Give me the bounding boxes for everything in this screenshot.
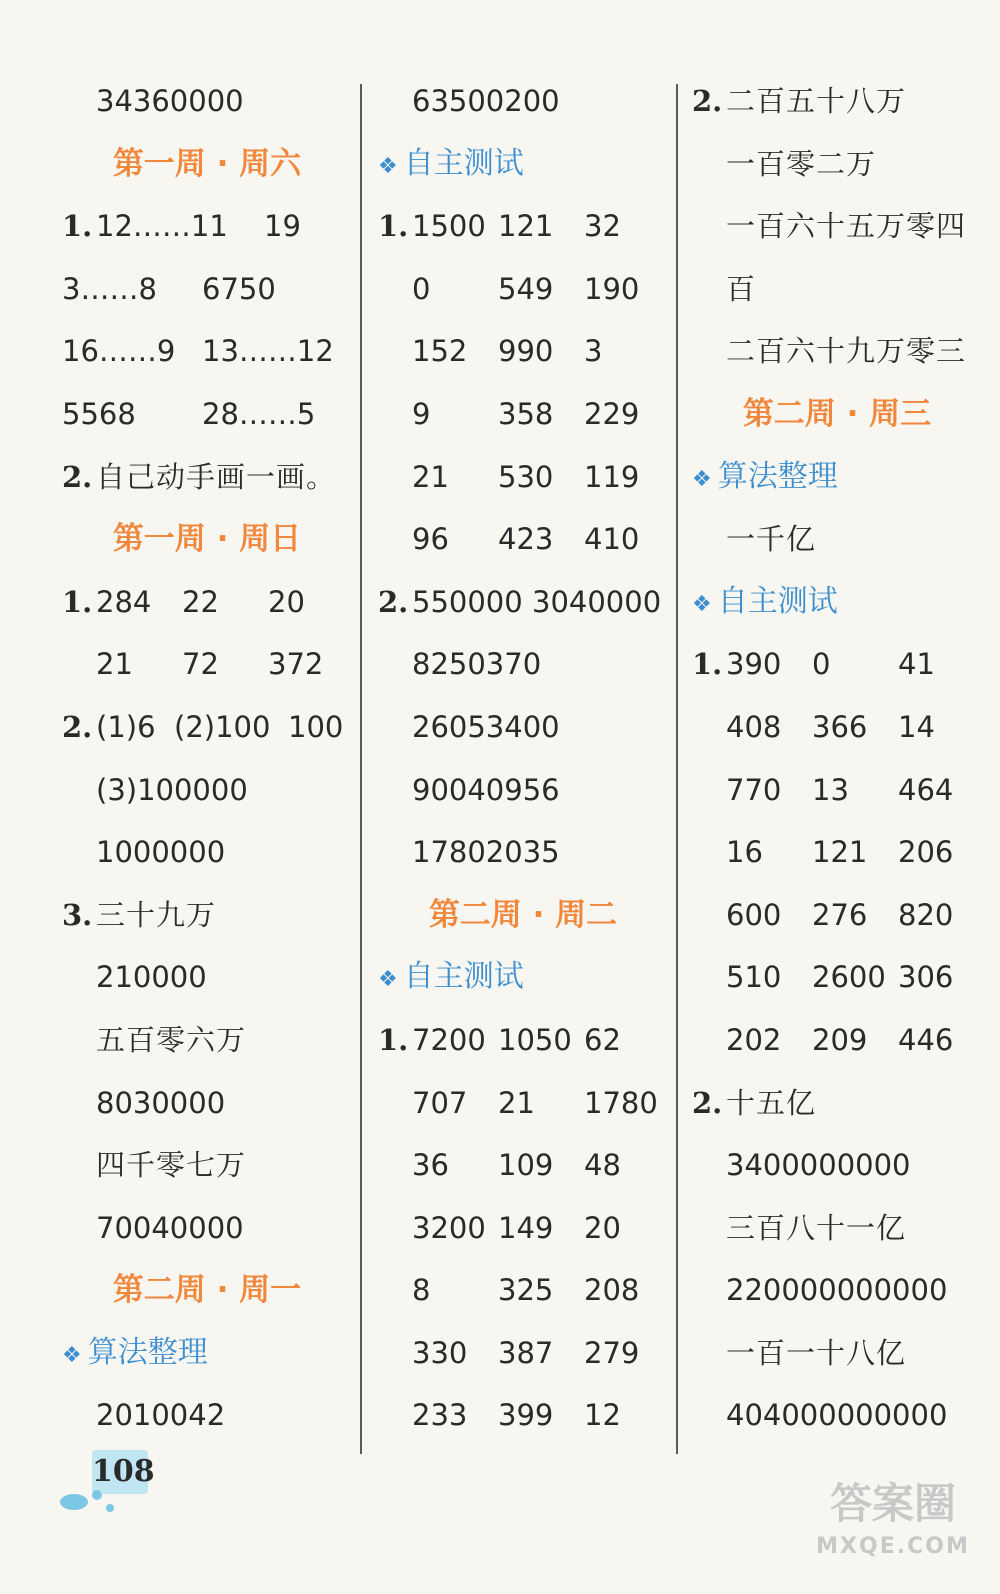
bubble-decoration-icon: [92, 1490, 102, 1500]
section-heading-week2-mon: 第二周 · 周一: [112, 1272, 302, 1309]
answer-line: 2010042: [96, 1398, 226, 1433]
answer-line: 210000: [96, 960, 207, 995]
answer-column-1: [62, 70, 352, 1447]
page-number: 108: [92, 1450, 148, 1494]
answer-column-2: [378, 70, 668, 1447]
answer-line: (3)100000: [96, 772, 248, 807]
answer-line: 17802035: [412, 835, 560, 870]
answer-line: 3……8 6750: [62, 271, 276, 306]
answer-line: 2. 二百五十八万: [692, 84, 907, 118]
answer-line: 百: [726, 271, 757, 306]
answer-column-3: [692, 70, 982, 1447]
answer-line: 408 366 14: [726, 709, 935, 744]
column-divider-left: [360, 84, 362, 1454]
answer-line: 8030000: [96, 1085, 226, 1120]
fish-decoration-icon: [60, 1494, 88, 1510]
answer-line: 220000000000: [726, 1273, 948, 1308]
subheading-zizhu: ❖ 自主测试: [692, 583, 838, 619]
answer-line: 3. 三十九万: [62, 897, 217, 932]
subheading-suanfa: ❖ 算法整理: [62, 1334, 208, 1370]
answer-line: 1. 284 22 20: [62, 584, 305, 619]
answer-line: 90040956: [412, 772, 560, 807]
diamond-bullet-icon: ❖: [692, 466, 712, 492]
answer-line: 330 387 279: [412, 1335, 640, 1370]
answer-line: 一百零二万: [726, 146, 877, 181]
answer-line: 三百八十一亿: [726, 1210, 907, 1245]
answer-line: 8 325 208: [412, 1273, 640, 1308]
answer-line: 36 109 48: [412, 1148, 621, 1183]
answer-line: 五百零六万: [96, 1022, 247, 1057]
answer-line: 16 121 206: [726, 835, 954, 870]
section-heading-week1-sat: 第一周 · 周六: [112, 145, 302, 182]
answer-line: 1000000: [96, 835, 226, 870]
section-heading-week2-tue: 第二周 · 周二: [428, 896, 618, 933]
answer-line: 3200 149 20: [412, 1210, 621, 1245]
answer-line: 510 2600 306: [726, 960, 954, 995]
answer-line: 一百六十五万零四: [726, 209, 967, 244]
diamond-bullet-icon: ❖: [692, 591, 712, 617]
answer-line: 70040000: [96, 1210, 244, 1245]
answer-line: 152 990 3: [412, 334, 603, 369]
subheading-zizhu: ❖ 自主测试: [378, 959, 524, 995]
answer-line: 3400000000: [726, 1148, 911, 1183]
answer-line: 16……9 13……12: [62, 334, 334, 369]
subheading-suanfa: ❖ 算法整理: [692, 458, 838, 494]
answer-line: 34360000: [96, 84, 244, 118]
answer-line: 202 209 446: [726, 1022, 954, 1057]
answer-line: 5568 28……5: [62, 396, 316, 431]
answer-line: 2. (1)6 (2)100 100: [62, 709, 344, 744]
answer-line: 9 358 229: [412, 396, 640, 431]
answer-line: 1. 1500 121 32: [378, 209, 621, 244]
bubble-decoration-icon: [106, 1504, 114, 1512]
answer-line: 四千零七万: [96, 1148, 247, 1183]
answer-line: 1. 12……11 19: [62, 209, 301, 244]
answer-line: 一千亿: [726, 522, 817, 557]
answer-line: 26053400: [412, 709, 560, 744]
diamond-bullet-icon: ❖: [62, 1342, 82, 1368]
answer-line: 404000000000: [726, 1398, 948, 1433]
answer-line: 21 530 119: [412, 459, 640, 494]
subheading-zizhu: ❖ 自主测试: [378, 145, 524, 181]
answer-line: 96 423 410: [412, 522, 640, 557]
answer-line: 二百六十九万零三: [726, 334, 967, 369]
answer-line: 2. 十五亿: [692, 1085, 817, 1120]
section-heading-week1-sun: 第一周 · 周日: [112, 521, 302, 558]
answer-line: 2. 550000 3040000: [378, 584, 662, 619]
answer-line: 一百一十八亿: [726, 1335, 907, 1370]
watermark-logo: 答案圈 MXQE.COM: [816, 1479, 970, 1559]
answer-line: 1. 390 0 41: [692, 647, 935, 682]
answer-line: 21 72 372: [96, 647, 324, 682]
answer-line: 2. 自己动手画一画。: [62, 459, 337, 494]
answer-line: 63500200: [412, 84, 560, 118]
answer-line: 233 399 12: [412, 1398, 621, 1433]
section-heading-week2-wed: 第二周 · 周三: [742, 395, 932, 432]
answer-line: 1. 7200 1050 62: [378, 1022, 621, 1057]
answer-line: 600 276 820: [726, 897, 954, 932]
column-divider-right: [676, 84, 678, 1454]
answer-line: 0 549 190: [412, 271, 640, 306]
answer-line: 770 13 464: [726, 772, 954, 807]
diamond-bullet-icon: ❖: [378, 153, 398, 179]
answer-line: 8250370: [412, 647, 542, 682]
answer-line: 707 21 1780: [412, 1085, 658, 1120]
diamond-bullet-icon: ❖: [378, 967, 398, 993]
